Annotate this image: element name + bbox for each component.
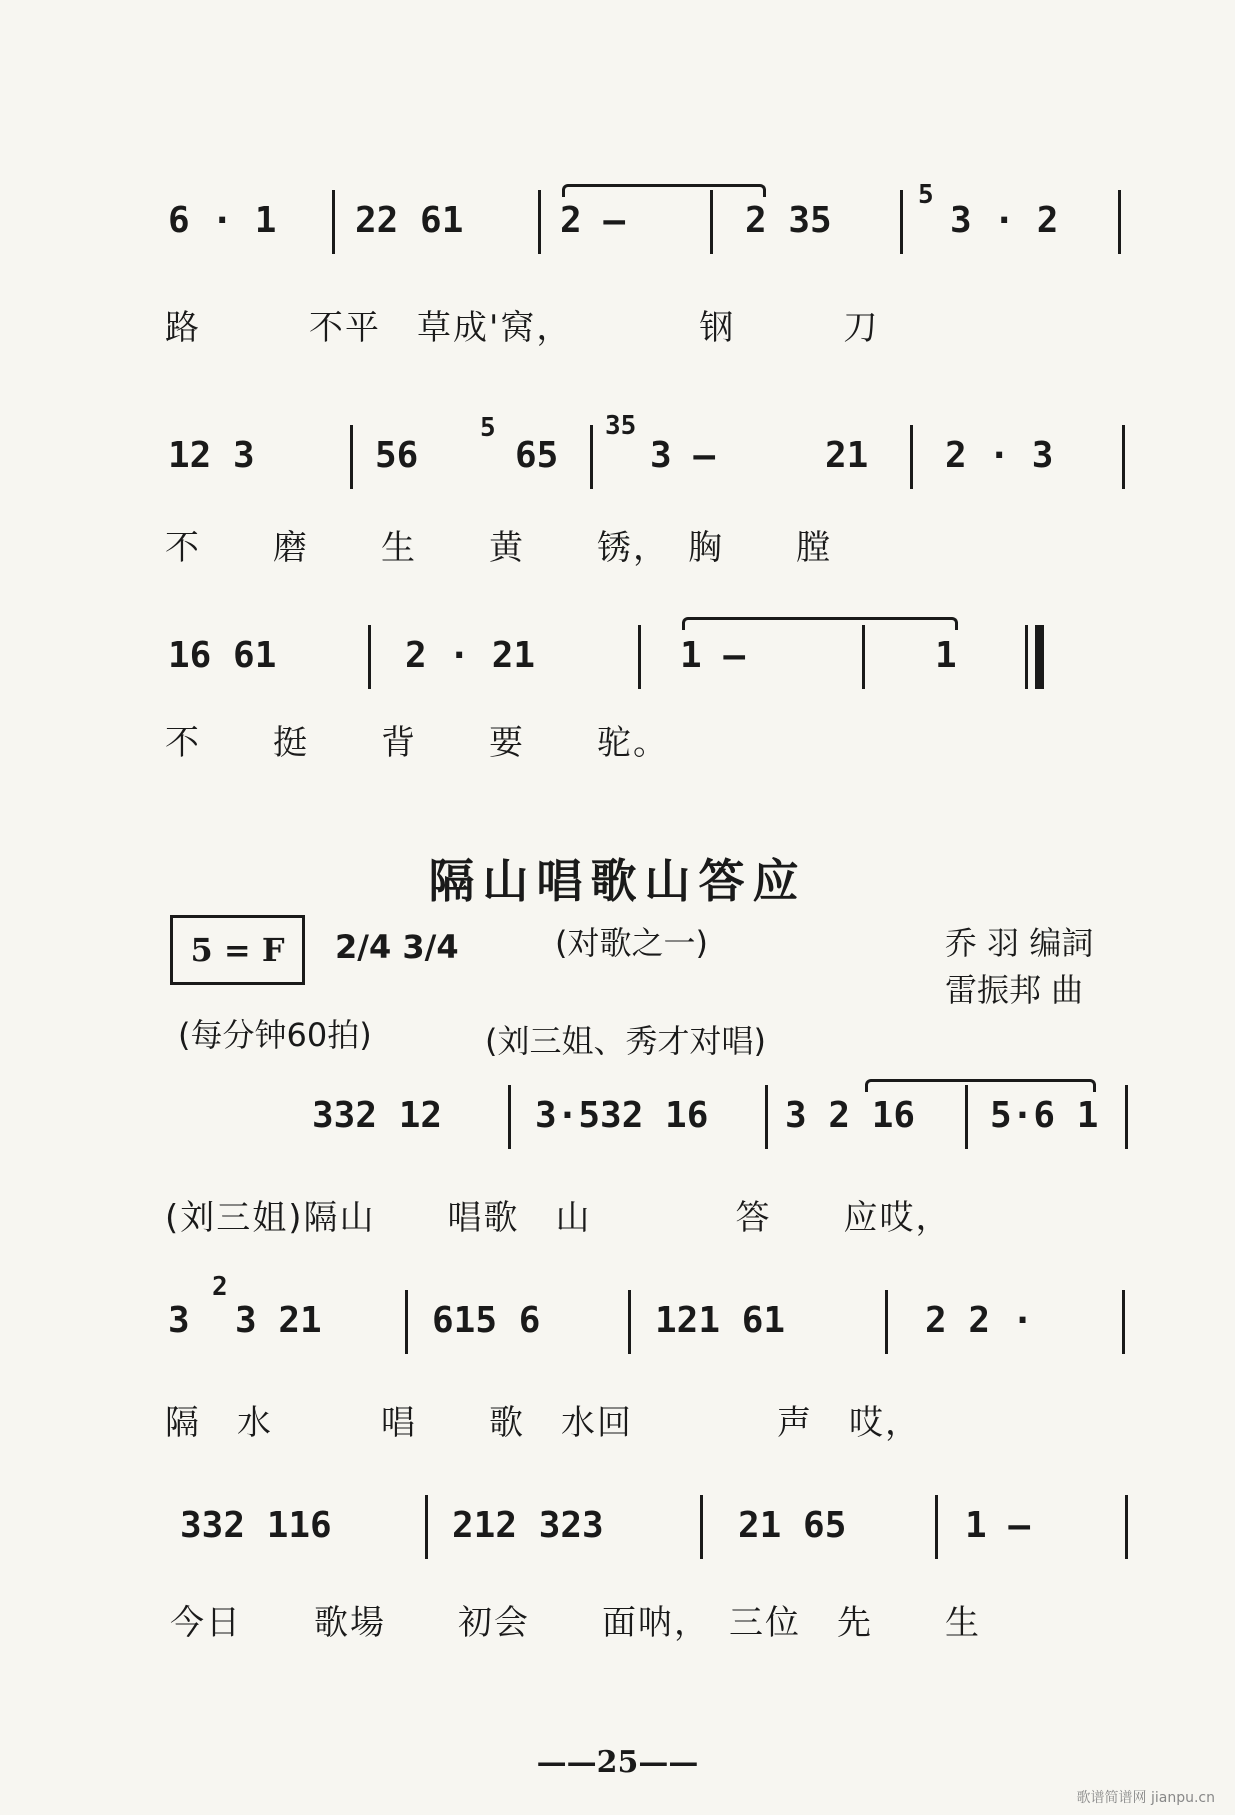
measure-2-2a: 56 [375,435,419,476]
measure-1-2: 22 61 [355,200,464,241]
measure-5-1b: 3 21 [235,1300,322,1341]
tie-arc [682,617,958,630]
lyrics-line-6: 今日 歌場 初会 面呐， 三位 先 生 [170,1603,981,1643]
barline [1125,1085,1128,1149]
barline [965,1085,968,1149]
grace-note: 35 [605,411,637,441]
tie-arc [562,184,766,197]
barline [765,1085,768,1149]
measure-2-3a: 3 — [650,435,716,476]
barline [1122,425,1125,489]
watermark: 歌谱简谱网 jianpu.cn [1076,1790,1215,1806]
tempo-marking: (每分钟60拍) [178,1016,372,1054]
measure-6-2: 212 323 [452,1505,604,1546]
measure-4-2: 3·532 16 [535,1095,709,1136]
lyrics-line-4: (刘三姐)隔山 唱歌 山 答 应哎， [165,1198,952,1238]
key-signature: 5 = F [170,915,305,985]
grace-note: 2 [212,1272,228,1302]
measure-3-1: 16 61 [168,635,277,676]
barline [628,1290,631,1354]
song-title: 隔山唱歌山答应 [428,854,807,908]
measure-4-1: 332 12 [312,1095,443,1136]
barline [935,1495,938,1559]
measure-2-4: 2 · 3 [945,435,1054,476]
barline [590,425,593,489]
measure-5-4: 2 2 · [925,1300,1034,1341]
barline [862,625,865,689]
barline [1122,1290,1125,1354]
measure-3-2: 2 · 21 [405,635,536,676]
barline [1118,190,1121,254]
song-subtitle: (对歌之一) [555,924,708,962]
measure-5-1a: 3 [168,1300,190,1341]
measure-4-3: 3 2 16 [785,1095,916,1136]
measure-4-4: 5·6 1 [990,1095,1099,1136]
measure-6-1: 332 116 [180,1505,332,1546]
barline [910,425,913,489]
composer-credit: 雷振邦 曲 [945,971,1084,1009]
measure-6-3: 21 65 [738,1505,847,1546]
measure-2-2b: 65 [515,435,559,476]
lyrics-line-1: 路 不平 草成'窝， 钢 刀 [165,308,880,348]
barline [900,190,903,254]
lyrics-line-2: 不 磨 生 黄 锈， 胸 膛 [165,528,832,568]
barline [332,190,335,254]
measure-3-3: 1 — [680,635,746,676]
measure-2-3b: 21 [825,435,869,476]
measure-5-3: 121 61 [655,1300,786,1341]
barline [368,625,371,689]
measure-1-5: 3 · 2 [950,200,1059,241]
page-number: ——25—— [536,1745,699,1780]
barline [538,190,541,254]
lyrics-line-3: 不 挺 背 要 驼。 [165,723,669,763]
measure-1-3: 2 — [560,200,626,241]
grace-note: 5 [480,413,496,443]
measure-1-4: 2 35 [745,200,832,241]
barline [710,190,713,254]
grace-note: 5 [918,180,934,210]
lyricist-credit: 乔 羽 编詞 [945,924,1094,962]
measure-5-2: 615 6 [432,1300,541,1341]
lyrics-line-5: 隔 水 唱 歌 水回 声 哎， [165,1403,921,1443]
barline [1025,625,1028,689]
final-barline [1035,625,1044,689]
tie-arc [865,1079,1096,1092]
measure-2-1: 12 3 [168,435,255,476]
time-signature: 2/4 3/4 [335,928,459,966]
measure-6-4: 1 — [965,1505,1031,1546]
measure-3-4: 1 [935,635,957,676]
barline [1125,1495,1128,1559]
barline [885,1290,888,1354]
barline [700,1495,703,1559]
barline [350,425,353,489]
barline [638,625,641,689]
performers-note: (刘三姐、秀才对唱) [485,1022,766,1060]
barline [405,1290,408,1354]
measure-1-1: 6 · 1 [168,200,277,241]
barline [508,1085,511,1149]
barline [425,1495,428,1559]
